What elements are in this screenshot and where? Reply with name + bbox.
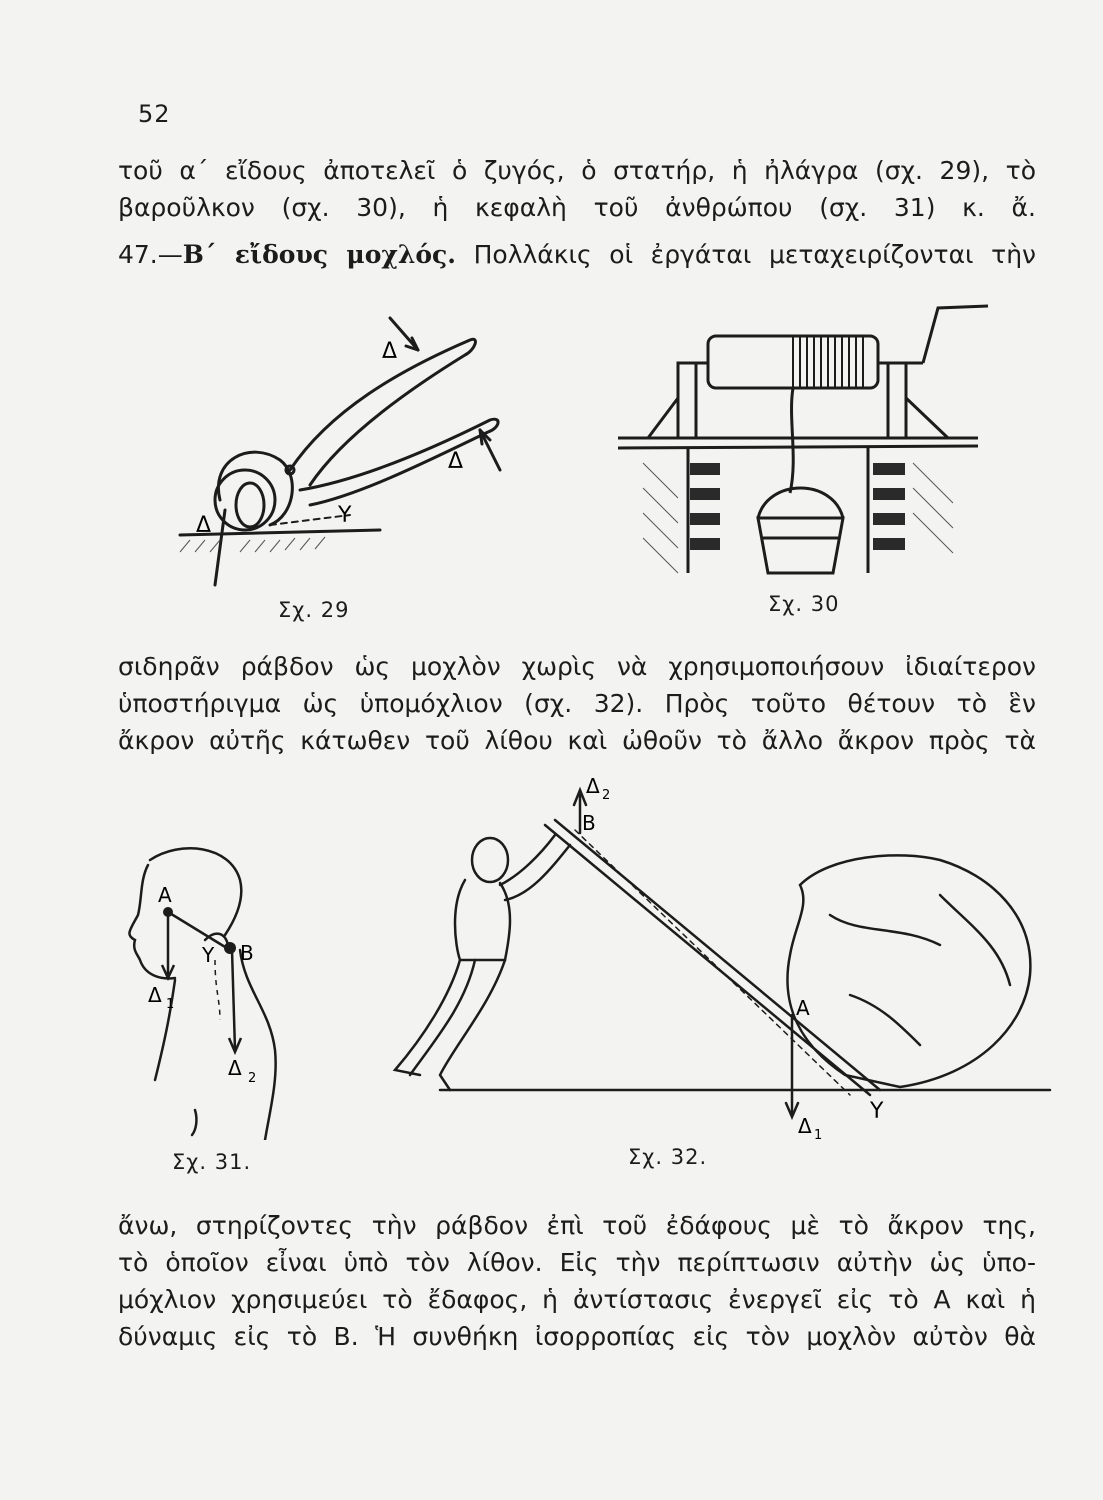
paragraph-intro	[118, 152, 1036, 226]
label-fulcrum: Υ	[338, 503, 352, 528]
figure-30-windlass	[618, 288, 998, 588]
section-title: Β΄ εἴδους μοχλός.	[182, 240, 456, 269]
text-line: ὑποστήριγμα ὡς ὑπομόχλιον (σχ. 32). Πρὸς τοῦτο θέτουν τὸ ἓν	[118, 689, 1036, 718]
label-force-right: Δ	[448, 449, 464, 474]
text-line: τὸ ὁποῖον εἶναι ὑπὸ τὸν λίθον. Εἰς τὴν περίπτωσιν αὐτὴν ὡς ὑπο-	[118, 1248, 1036, 1277]
caption-fig31: Σχ. 31.	[172, 1150, 252, 1174]
caption-fig30: Σχ. 30	[768, 592, 840, 616]
label-d2-sub: 2	[248, 1071, 257, 1086]
text-line: δύναμις εἰς τὸ Β. Ἡ συνθήκη ἰσορροπίας εἰς τὸν μοχλὸν αὐτὸν θὰ	[118, 1322, 1036, 1351]
label-d1: Δ	[798, 1114, 812, 1138]
label-d1: Δ	[148, 983, 162, 1007]
figure-31-head	[120, 840, 290, 1140]
label-y: Υ	[870, 1099, 884, 1124]
section-heading-line	[118, 236, 1036, 273]
caption-fig32: Σχ. 32.	[628, 1145, 708, 1169]
label-d2: Δ	[586, 775, 600, 798]
label-d1-sub: 1	[814, 1128, 823, 1143]
label-b: Β	[582, 811, 596, 835]
section-text: Πολλάκις οἱ ἐργάται μεταχειρίζονται τὴν	[473, 240, 1037, 269]
label-force-top: Δ	[382, 339, 398, 364]
page-number: 52	[138, 100, 171, 128]
text-line: βαροῦλκον (σχ. 30), ἡ κεφαλὴ τοῦ ἀνθρώπου (σχ. 31) κ. ἄ.	[118, 193, 1036, 222]
text-line: μόχλιον χρησιμεύει τὸ ἔδαφος, ἡ ἀντίστασις ἐνεργεῖ εἰς τὸ Α καὶ ἡ	[118, 1285, 1036, 1314]
label-y: Υ	[202, 943, 215, 967]
label-d2-sub: 2	[602, 788, 611, 803]
text-line: ἄκρον αὐτῆς κάτωθεν τοῦ λίθου καὶ ὠθοῦν τὸ ἄλλο ἄκρον πρὸς τὰ	[118, 726, 1036, 755]
text-line: σιδηρᾶν ράβδον ὡς μοχλὸν χωρὶς νὰ χρησιμοποιήσουν ἰδιαίτερον	[118, 652, 1036, 681]
text-line	[118, 236, 1036, 273]
label-d1-sub: 1	[166, 997, 175, 1012]
text-line: τοῦ α΄ εἴδους ἀποτελεῖ ὁ ζυγός, ὁ στατήρ, ἡ ἠλάγρα (σχ. 29), τὸ	[118, 156, 1036, 185]
section-number: 47.—	[118, 240, 183, 269]
text-line: ἄνω, στηρίζοντες τὴν ράβδον ἐπὶ τοῦ ἐδάφους μὲ τὸ ἄκρον της,	[118, 1211, 1036, 1240]
label-a: Α	[158, 883, 172, 907]
label-d2: Δ	[228, 1056, 242, 1080]
figure-32-crowbar	[380, 775, 1060, 1145]
label-resistance: Δ	[196, 513, 212, 538]
caption-fig29: Σχ. 29	[278, 598, 350, 622]
paragraph-lever-description	[118, 648, 1036, 759]
label-b: Β	[240, 941, 254, 965]
paragraph-equilibrium	[118, 1207, 1036, 1355]
label-a: Α	[796, 996, 810, 1020]
figure-29-pincers	[150, 300, 510, 600]
